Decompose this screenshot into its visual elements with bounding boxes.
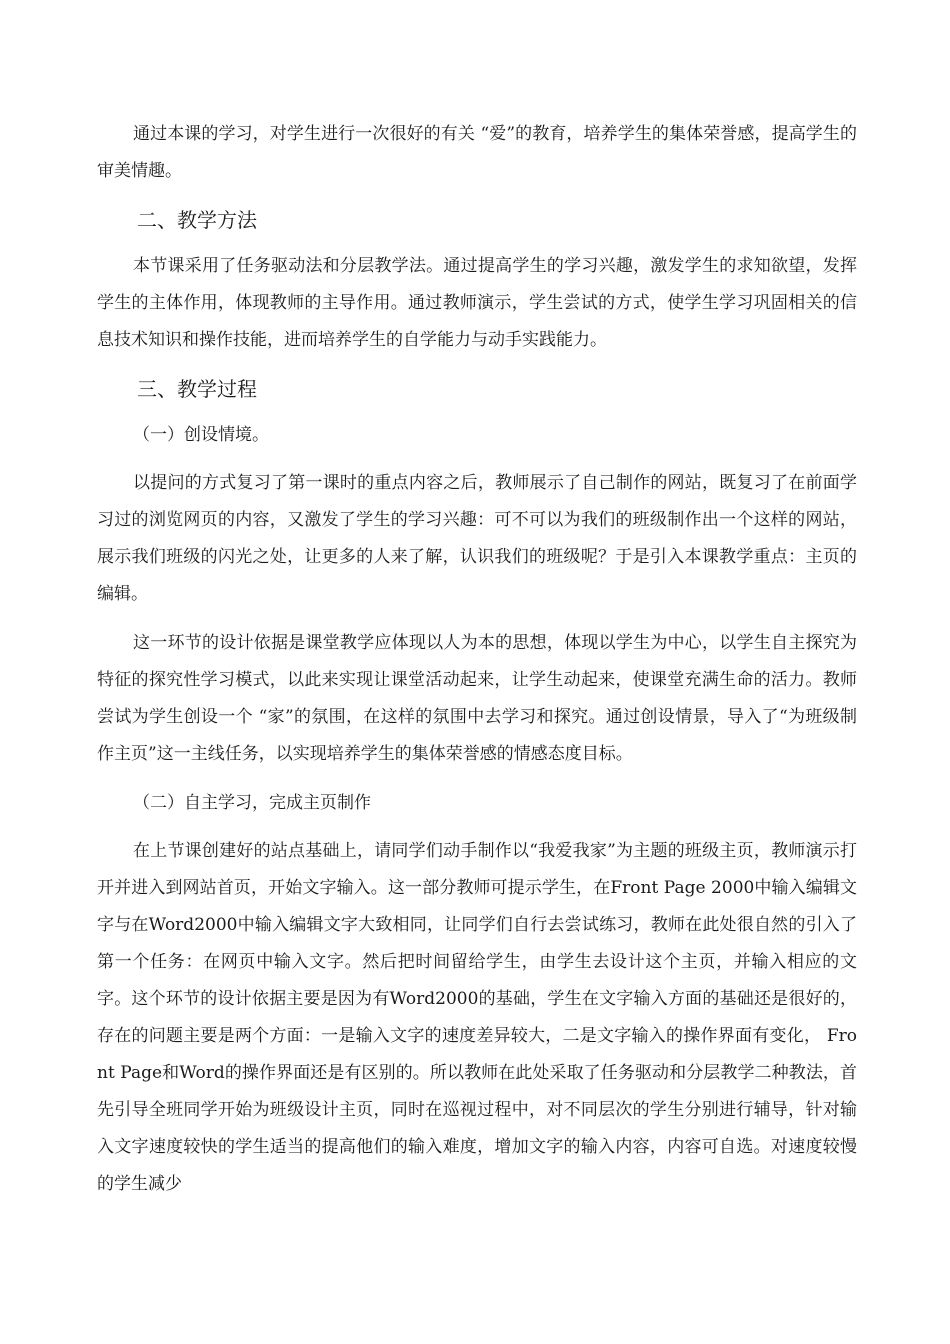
subheading-self-study: （二）自主学习，完成主页制作: [133, 793, 371, 813]
section-heading-methods: 二、教学方法: [137, 208, 257, 232]
subheading-scenario: （一）创设情境。: [133, 425, 269, 445]
paragraph-methods: 本节课采用了任务驱动法和分层教学法。通过提高学生的学习兴趣，激发学生的求知欲望，发挥学生的主体作用，体现教师的主导作用。通过教师演示，学生尝试的方式，使学生学习巩固相关的信息技术知识和操作技能，进而培养学生的自学能力与动手实践能力。: [97, 256, 857, 350]
paragraph-self-study: 在上节课创建好的站点基础上，请同学们动手制作以“我爱我家”为主题的班级主页，教师演示打开并进入到网站首页，开始文字输入。这一部分教师可提示学生，在Front Page 2000中输入编辑文字与在Word2000中输入编辑文字大致相同，让同学们自行去尝试练习，教师在此处很自然的引入了第一个任务：在网页中输入文字。然后把时间留给学生，由学生去设计这个主页，并输入相应的文字。这个环节的设计依据主要是因为有Word2000的基础，学生在文字输入方面的基础还是很好的，存在的问题主要是两个方面：一是输入文字的速度差异较大，二是文字输入的操作界面有变化， Front Page和Word的操作界面还是有区别的。所以教师在此处采取了任务驱动和分层教学二种教法，首先引导全班同学开始为班级设计主页，同时在巡视过程中，对不同层次的学生分别进行辅导，针对输入文字速度较快的学生适当的提高他们的输入难度，增加文字的输入内容，内容可自选。对速度较慢的学生减少: [97, 841, 857, 1194]
document-body: [97, 116, 857, 1215]
paragraph-design-basis: 这一环节的设计依据是课堂教学应体现以人为本的思想，体现以学生为中心，以学生自主探究为特征的探究性学习模式，以此来实现让课堂活动起来，让学生动起来，使课堂充满生命的活力。教师尝试为学生创设一个 “家”的氛围，在这样的氛围中去学习和探究。通过创设情景，导入了“为班级制作主页”这一主线任务，以实现培养学生的集体荣誉感的情感态度目标。: [97, 633, 857, 764]
paragraph-scenario: 以提问的方式复习了第一课时的重点内容之后，教师展示了自己制作的网站，既复习了在前面学习过的浏览网页的内容，又激发了学生的学习兴趣：可不可以为我们的班级制作出一个这样的网站，展示我们班级的闪光之处，让更多的人来了解，认识我们的班级呢？于是引入本课教学重点：主页的编辑。: [97, 473, 857, 604]
section-heading-process: 三、教学过程: [137, 377, 257, 401]
paragraph-goal: 通过本课的学习，对学生进行一次很好的有关 “爱”的教育，培养学生的集体荣誉感，提高学生的审美情趣。: [97, 124, 857, 181]
